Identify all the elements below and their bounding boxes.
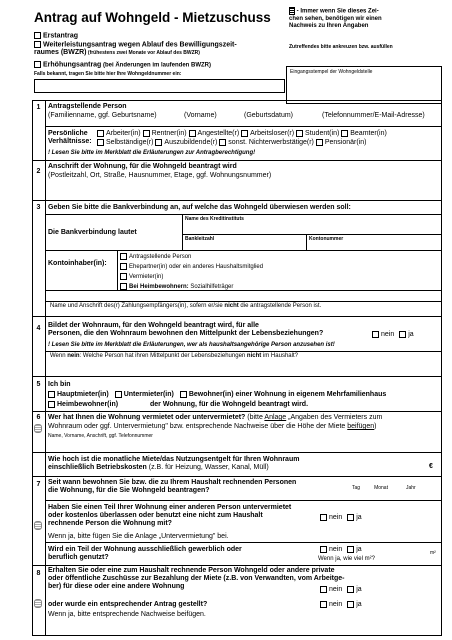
s8-q1-ja[interactable]: ja: [347, 586, 361, 593]
section-6-number: 6: [36, 414, 41, 421]
kontonummer-label: Kontonummer: [309, 236, 344, 242]
s8-q2-answer: [320, 601, 362, 609]
status-selbstaendig[interactable]: Selbständige(r): [97, 139, 153, 146]
s4-nein[interactable]: nein: [372, 331, 394, 338]
kontoinhaber-ehepartner[interactable]: Ehepartner(in) oder ein anderes Haushaltsmitglied: [120, 263, 263, 271]
s7-q3-answer: [320, 546, 362, 554]
weiterleistung-checkbox[interactable]: [34, 41, 41, 48]
s4-ja[interactable]: ja: [399, 331, 413, 338]
s7-q2-ja[interactable]: ja: [347, 514, 361, 521]
s3-title: Geben Sie bitte die Bankverbindung an, auf welche das Wohngeld überwiesen werden soll:: [48, 204, 351, 211]
s8-nachweis: Wenn ja, bitte entsprechende Nachweise beifügen.: [48, 611, 206, 618]
kontoinhaber-label: Kontoinhaber(in):: [48, 260, 107, 267]
address-input[interactable]: [48, 182, 438, 198]
kontoinhaber-antragsteller[interactable]: Antragstellende Person: [120, 253, 263, 261]
nachweis-icon: [34, 424, 42, 433]
status-pensionaer[interactable]: Pensionär(in): [316, 139, 367, 146]
bankverbindung-label: Die Bankverbindung lautet: [48, 229, 137, 236]
m2-unit: m²: [430, 550, 436, 556]
wie-viel-label: Wenn ja, wie viel m²?: [318, 556, 375, 562]
option-erstantrag[interactable]: Erstantrag: [34, 32, 78, 40]
status-beamter[interactable]: Beamter(in): [341, 130, 387, 137]
s7-q2-answer: [320, 514, 362, 522]
s5-row2: Heimbewohner(in) der Wohnung, für die Wohngeld beantragt wird.: [48, 401, 308, 409]
s6-question: Wer hat Ihnen die Wohnung vermietet oder untervermietet? (bitte Anlage „Angaben des Vermieters zum: [48, 414, 383, 421]
document-icon: [289, 7, 295, 15]
section-7-number: 7: [36, 481, 41, 488]
stamp-box: Eingangsstempel der Wohngeldstelle: [286, 66, 442, 104]
nachweis-icon-7: [34, 521, 42, 530]
status-nichterwerbstaetig[interactable]: sonst. Nichterwerbstätige(r): [219, 139, 314, 146]
section-1-number: 1: [36, 104, 41, 111]
section-2-number: 2: [36, 168, 41, 175]
s2-title: Anschrift der Wohnung, für die Wohngeld beantragt wird: [48, 163, 237, 170]
s1-title: Antragstellende Person: [48, 103, 127, 110]
s4-answer: [372, 331, 414, 339]
s8-q2-ja[interactable]: ja: [347, 601, 361, 608]
s8-antrag: oder wurde ein entsprechender Antrag gestellt?: [48, 601, 208, 608]
euro-sign: €: [429, 463, 433, 470]
page-title: Antrag auf Wohngeld - Mietzuschuss: [34, 10, 271, 25]
heimbewohner-option[interactable]: Heimbewohner(in): [48, 401, 118, 408]
s7-gewerblich: Wird ein Teil der Wohnung ausschließlich gewerblich oder beruflich genutzt?: [48, 546, 242, 561]
persoenliche-label: Persönliche Verhältnisse:: [48, 130, 92, 145]
s6-line2: Wohnraum oder ggf. Untervermietung" bzw. entsprechende Nachweise über die Höhe der Miete beifügen): [48, 423, 377, 430]
s1-name-fields: (Familienname, ggf. Geburtsname) (Vorname) (Geburtsdatum) (Telefonnummer/E-Mail-Adresse): [48, 112, 425, 119]
section-4-number: 4: [36, 325, 41, 332]
vermieter-input[interactable]: [48, 440, 438, 450]
option-weiterleistung[interactable]: Weiterleistungsantrag wegen Ablauf des Bewilligungszeit- raumes (BWZR) (frühestens zwei Monate vor Ablauf des BWZR): [34, 41, 237, 57]
option-erhoehung[interactable]: Erhöhungsantrag (bei Änderungen im laufenden BWZR): [34, 61, 211, 69]
notice-box: - Immer wenn Sie dieses Zei- chen sehen, benötigen wir einen Nachweis zu Ihren Angaben: [289, 8, 382, 29]
miete-question: Wie hoch ist die monatliche Miete/das Nutzungsentgelt für Ihren Wohnraum einschließlich Betriebskosten (z.B. für Heizung, Wasser, Kanal, Müll): [48, 456, 300, 471]
untermieter-option[interactable]: Untermieter(in): [115, 391, 174, 398]
status-auszubildende[interactable]: Auszubildende(r): [155, 139, 217, 146]
s7-seit-wann: Seit wann bewohnen Sie bzw. die zu Ihrem Haushalt rechnenden Personen die Wohnung, für die Sie Wohngeld beantragen?: [48, 479, 297, 494]
s1-status-row2: [97, 139, 366, 147]
s8-q1-answer: [320, 586, 362, 594]
wohngeldnummer-input[interactable]: [34, 79, 285, 93]
date-input[interactable]: [348, 490, 436, 498]
s2-sub: (Postleitzahl, Ort, Straße, Hausnummer, Etage, ggf. Wohnungsnummer): [48, 172, 272, 179]
status-arbeiter[interactable]: Arbeiter(in): [97, 130, 141, 137]
status-arbeitslos[interactable]: Arbeitsloser(r): [241, 130, 294, 137]
ich-bin-label: Ich bin: [48, 381, 71, 388]
wohngeldnummer-label: Falls bekannt, tragen Sie bitte hier Ihre Wohngeldnummer ein:: [34, 71, 182, 77]
s5-row1: [48, 391, 386, 399]
status-rentner[interactable]: Rentner(in): [143, 130, 187, 137]
bankleitzahl-label: Bankleitzahl: [185, 236, 215, 242]
date-labels: Tag Monat Jahr: [352, 485, 416, 491]
s4-wenn: Wenn nein: Welche Person hat ihren Mittelpunkt der Lebensbeziehungen nicht im Haushalt?: [50, 353, 298, 359]
kreditinstitut-label: Name des Kreditinstituts: [185, 216, 244, 222]
s8-q2-nein[interactable]: nein: [320, 601, 342, 608]
s1-hint: ! Lesen Sie bitte im Merkblatt die Erläuterungen zur Antragberechtigung!: [48, 150, 256, 156]
s7-q2-nein[interactable]: nein: [320, 514, 342, 521]
kontoinhaber-options: [120, 253, 263, 291]
kontoinhaber-vermieter[interactable]: Vermieter(in): [120, 273, 263, 281]
erhoehung-checkbox[interactable]: [34, 61, 41, 68]
nachweis-icon-8: [34, 599, 42, 608]
s8-q1-nein[interactable]: nein: [320, 586, 342, 593]
section-3-number: 3: [36, 204, 41, 211]
s7-q3-ja[interactable]: ja: [347, 546, 361, 553]
s7-q3-nein[interactable]: nein: [320, 546, 342, 553]
erstantrag-checkbox[interactable]: [34, 32, 41, 39]
s1-status-row1: [97, 130, 387, 138]
kreditinstitut-input[interactable]: [185, 222, 439, 232]
s4-question: Bildet der Wohnraum, für den Wohngeld beantragt wird, für alle Personen, die den Wohnraum bewohnen den Mittelpunkt der Lebensbeziehungen?: [48, 322, 324, 337]
bewohner-option[interactable]: Bewohner(in) einer Wohnung in eigenem Mehrfamilienhaus: [180, 391, 386, 398]
section-5-number: 5: [36, 381, 41, 388]
zahlungsempfaenger-input[interactable]: [48, 292, 438, 300]
s7-anlage-hint: Wenn ja, bitte fügen Sie die Anlage „Untervermietung" bei.: [48, 533, 229, 540]
status-angestellte[interactable]: Angestellte(r): [189, 130, 240, 137]
status-student[interactable]: Student(in): [296, 130, 339, 137]
s4-person-input[interactable]: [48, 362, 438, 372]
s8-question: Erhalten Sie oder eine zum Haushalt rechnende Person Wohngeld oder andere private oder öffentliche Zuschüsse zur Bezahlung der Miete (z.B. von Verwandten, vom Arbeitge- ber) für diese oder eine andere Wohnung: [48, 567, 345, 590]
s6-sub: Name, Vorname, Anschrift, ggf. Telefonnummer: [48, 433, 153, 439]
zahlungsempfaenger-label: Name und Anschrift des(r) Zahlungsempfängers(in), sofern er/sie nicht die antragstellende Person ist.: [50, 303, 322, 309]
s4-hint: ! Lesen Sie bitte im Merkblatt die Erläuterungen, wer als haushaltsangehörige Person anzusehen ist!: [48, 342, 335, 348]
s7-untervermietet: Haben Sie einen Teil Ihrer Wohnung einer anderen Person untervermietet oder kostenlos überlassen oder benutzt eine nicht zum Haushalt rechnende Person die Wohnung mit?: [48, 504, 292, 527]
hauptmieter-option[interactable]: Hauptmieter(in): [48, 391, 109, 398]
kontoinhaber-heim[interactable]: Bei Heimbewohnern: Sozialhilfeträger: [120, 283, 263, 291]
section-8-number: 8: [36, 570, 41, 577]
notice-hint: Zutreffendes bitte ankreuzen bzw. ausfüllen: [289, 44, 393, 50]
